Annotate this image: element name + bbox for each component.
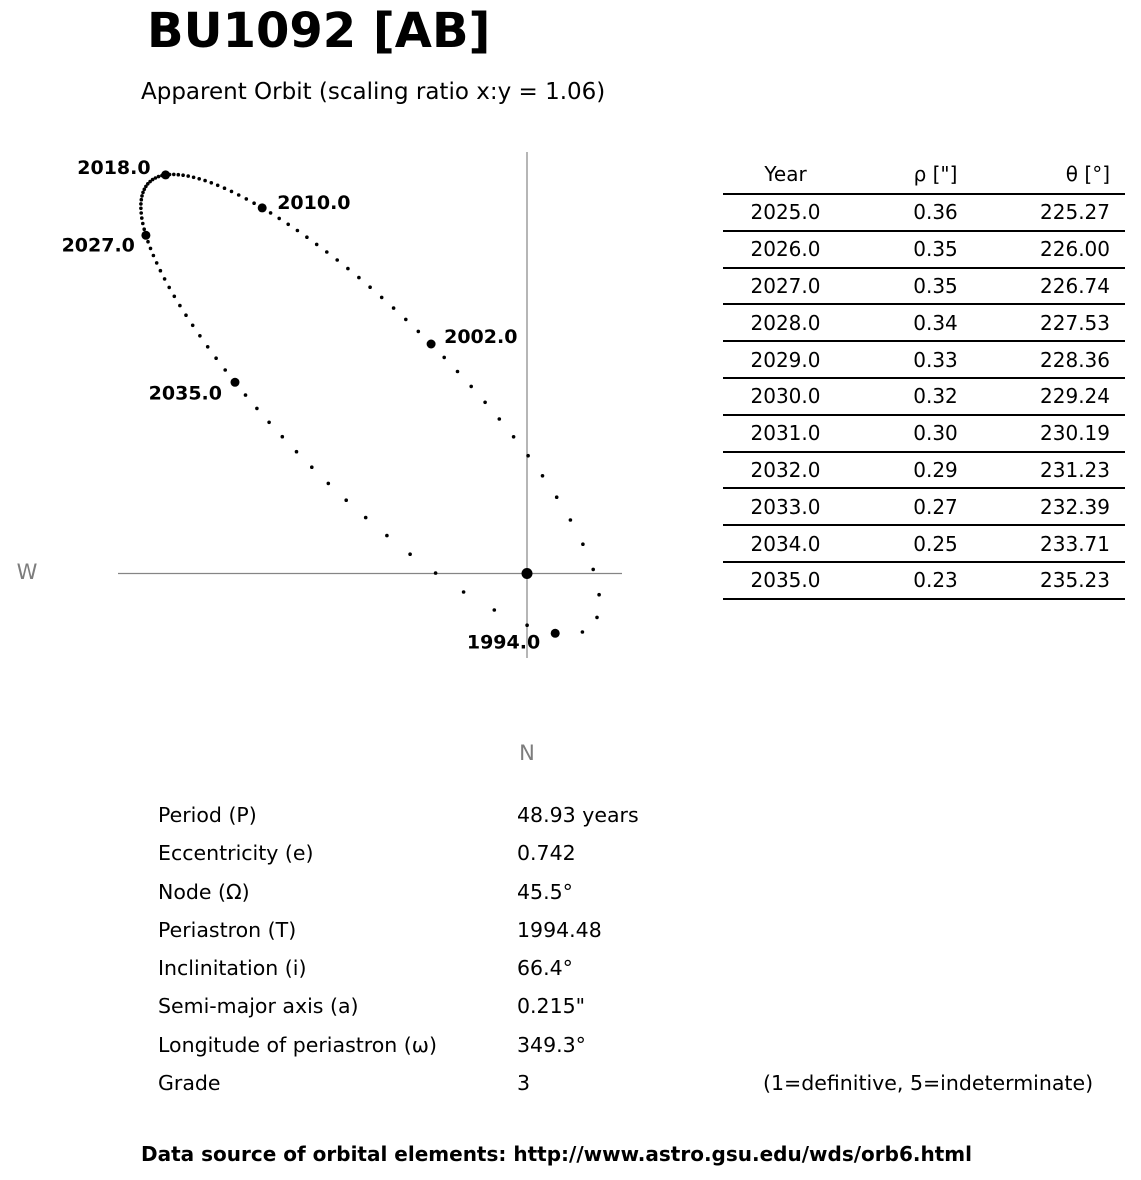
north-axis-label: N xyxy=(519,741,535,765)
table-row xyxy=(723,562,1125,599)
table-cell: 0.30 xyxy=(848,415,1023,452)
ephemeris-table xyxy=(723,157,1125,600)
element-label: Node (Ω) xyxy=(158,879,250,904)
orbit-dot xyxy=(139,211,143,215)
orbit-dot xyxy=(277,217,281,221)
orbit-dot xyxy=(315,243,319,247)
orbit-dot xyxy=(203,179,207,183)
table-cell: 0.25 xyxy=(848,525,1023,562)
table-cell: 2032.0 xyxy=(723,452,848,489)
table-cell: 226.74 xyxy=(1023,268,1125,305)
orbit-dot xyxy=(140,216,144,220)
table-cell: 0.32 xyxy=(848,378,1023,415)
orbit-dot xyxy=(191,324,195,328)
orbit-dot xyxy=(581,630,585,634)
table-row xyxy=(723,194,1125,231)
ephemeris-table-body xyxy=(723,194,1125,599)
table-cell: 0.33 xyxy=(848,341,1023,378)
orbit-dot xyxy=(296,229,300,233)
table-cell: 0.34 xyxy=(848,304,1023,341)
table-cell: 2033.0 xyxy=(723,488,848,525)
orbit-dot xyxy=(230,190,234,194)
orbit-dot xyxy=(177,173,181,177)
table-row xyxy=(723,304,1125,341)
element-label: Eccentricity (e) xyxy=(158,841,314,866)
orbit-dot xyxy=(197,177,201,181)
orbit-dot xyxy=(157,175,161,179)
table-cell: 2034.0 xyxy=(723,525,848,562)
orbit-dot xyxy=(404,318,408,322)
orbit-dot xyxy=(255,407,259,411)
table-header-row xyxy=(723,157,1125,194)
orbit-dot xyxy=(210,181,214,185)
orbit-dot-labeled xyxy=(551,629,560,638)
table-cell: 233.71 xyxy=(1023,525,1125,562)
element-value: 1994.48 xyxy=(517,917,602,942)
element-value: 45.5° xyxy=(517,879,573,904)
orbit-dot xyxy=(357,276,361,280)
orbit-dot xyxy=(244,393,248,397)
element-label: Inclinitation (i) xyxy=(158,956,307,981)
table-cell: 230.19 xyxy=(1023,415,1125,452)
orbit-dot xyxy=(310,465,314,469)
table-cell: 2027.0 xyxy=(723,268,848,305)
orbit-dot xyxy=(167,286,171,290)
element-row xyxy=(158,1071,1118,1109)
orbit-dot xyxy=(305,235,309,239)
table-cell: 0.29 xyxy=(848,452,1023,489)
orbit-year-label: 2010.0 xyxy=(277,191,351,214)
orbit-dot xyxy=(417,330,421,334)
element-value: 349.3° xyxy=(517,1032,586,1057)
page-title: BU1092 [AB] xyxy=(147,3,491,59)
orbit-dot xyxy=(591,568,595,572)
orbit-dot xyxy=(335,258,339,262)
orbit-dot xyxy=(146,240,150,244)
orbit-dot xyxy=(456,370,460,374)
orbit-dot xyxy=(295,450,299,454)
element-label: Periastron (T) xyxy=(158,917,297,942)
orbit-dot xyxy=(493,608,497,612)
page-subtitle: Apparent Orbit (scaling ratio x:y = 1.06) xyxy=(141,79,606,105)
orbit-dot xyxy=(173,295,177,299)
table-cell: 0.35 xyxy=(848,231,1023,268)
orbit-dot xyxy=(364,516,368,520)
orbit-dot xyxy=(223,368,227,372)
element-row xyxy=(158,1033,1118,1071)
orbit-dot xyxy=(498,417,502,421)
orbit-dot xyxy=(325,250,329,254)
element-value: 0.742 xyxy=(517,841,576,866)
table-cell: 2028.0 xyxy=(723,304,848,341)
element-row xyxy=(158,994,1118,1032)
table-row xyxy=(723,268,1125,305)
table-row xyxy=(723,525,1125,562)
orbit-dot xyxy=(368,285,372,289)
element-value: 66.4° xyxy=(517,956,573,981)
orbit-dot xyxy=(267,421,271,425)
table-row xyxy=(723,378,1125,415)
table-cell: 229.24 xyxy=(1023,378,1125,415)
orbit-dot xyxy=(526,454,530,458)
orbit-dot xyxy=(469,385,473,389)
orbit-dot xyxy=(327,482,331,486)
element-value: 48.93 years xyxy=(517,803,639,827)
orbit-dot xyxy=(141,222,145,226)
orbit-dot xyxy=(206,345,210,349)
table-row xyxy=(723,231,1125,268)
orbit-dot xyxy=(178,304,182,308)
table-cell: 225.27 xyxy=(1023,194,1125,231)
orbit-dot xyxy=(581,542,585,546)
table-cell: 2029.0 xyxy=(723,341,848,378)
element-label: Period (P) xyxy=(158,803,257,827)
orbit-dot xyxy=(344,498,348,502)
element-row xyxy=(158,803,1118,841)
orbit-dot xyxy=(346,267,350,271)
table-cell: 2030.0 xyxy=(723,378,848,415)
orbit-dot xyxy=(462,590,466,594)
table-cell: 228.36 xyxy=(1023,341,1125,378)
orbit-dot xyxy=(198,334,202,338)
orbit-dot xyxy=(139,202,143,206)
element-value: 0.215" xyxy=(517,994,586,1019)
orbit-dot xyxy=(155,261,159,265)
column-header-rho: ρ ["] xyxy=(848,157,1023,194)
orbit-dot xyxy=(140,194,144,198)
table-row xyxy=(723,341,1125,378)
orbit-dot xyxy=(281,435,285,439)
orbit-dot xyxy=(595,616,599,620)
orbit-dot-labeled xyxy=(427,340,436,349)
orbit-dot xyxy=(525,623,529,627)
orbit-dot xyxy=(141,191,145,195)
table-cell: 2035.0 xyxy=(723,562,848,599)
orbit-year-label: 1994.0 xyxy=(466,631,541,654)
orbit-dot xyxy=(186,174,190,178)
table-cell: 232.39 xyxy=(1023,488,1125,525)
orbit-dot xyxy=(159,269,163,273)
orbit-dot xyxy=(152,254,156,258)
grade-scale-note: (1=definitive, 5=indeterminate) xyxy=(763,1071,1094,1096)
element-value: 3 xyxy=(517,1071,531,1096)
orbit-dot xyxy=(142,227,146,231)
orbit-dot xyxy=(140,198,144,202)
column-header-year: Year xyxy=(723,157,848,194)
data-source-note: Data source of orbital elements: http://www.astro.gsu.edu/wds/orb6.html xyxy=(141,1142,972,1166)
table-cell: 0.23 xyxy=(848,562,1023,599)
element-label: Semi-major axis (a) xyxy=(158,994,359,1019)
orbit-dot xyxy=(163,277,167,281)
orbit-dot xyxy=(385,534,389,538)
orbit-dot xyxy=(216,184,220,188)
orbit-dot xyxy=(139,207,143,211)
orbit-dot xyxy=(172,173,176,177)
table-row xyxy=(723,452,1125,489)
orbit-dot xyxy=(555,495,559,499)
table-cell: 2026.0 xyxy=(723,231,848,268)
orbit-dot xyxy=(434,571,438,575)
orbit-dot-labeled xyxy=(161,170,170,179)
orbit-dot xyxy=(223,186,227,190)
orbit-dot xyxy=(483,401,487,405)
orbit-dot xyxy=(541,474,545,478)
element-row xyxy=(158,841,1118,879)
table-cell: 235.23 xyxy=(1023,562,1125,599)
orbit-dot xyxy=(569,518,573,522)
primary-star-marker xyxy=(522,568,533,579)
table-cell: 0.35 xyxy=(848,268,1023,305)
orbit-dot xyxy=(214,356,218,360)
orbit-year-label: 2035.0 xyxy=(148,382,222,405)
element-label: Grade xyxy=(158,1071,221,1096)
orbit-dot xyxy=(245,197,249,201)
element-row xyxy=(158,918,1118,956)
orbit-year-label: 2027.0 xyxy=(61,234,135,257)
orbit-dot xyxy=(597,593,601,597)
orbit-dot xyxy=(181,173,185,177)
orbit-year-label: 2018.0 xyxy=(77,156,151,179)
element-row xyxy=(158,956,1118,994)
orbit-dot xyxy=(149,247,153,251)
west-axis-label: W xyxy=(16,560,38,584)
element-row xyxy=(158,880,1118,918)
table-cell: 227.53 xyxy=(1023,304,1125,341)
table-cell: 231.23 xyxy=(1023,452,1125,489)
orbit-dot xyxy=(143,188,147,192)
orbit-dot xyxy=(269,211,273,215)
element-label: Longitude of periastron (ω) xyxy=(158,1032,437,1057)
orbit-year-label: 2002.0 xyxy=(444,326,518,348)
orbit-dot-labeled xyxy=(141,231,150,240)
orbit-dot xyxy=(286,223,290,227)
orbital-elements-list xyxy=(158,803,1118,1109)
table-row xyxy=(723,488,1125,525)
orbit-dot xyxy=(392,306,396,310)
table-cell: 226.00 xyxy=(1023,231,1125,268)
orbit-dot xyxy=(408,552,412,556)
table-cell: 2025.0 xyxy=(723,194,848,231)
orbit-dot xyxy=(192,176,196,180)
orbit-dot xyxy=(380,296,384,300)
orbit-dot-labeled xyxy=(231,378,240,387)
orbit-dot-labeled xyxy=(258,203,267,212)
orbit-dot xyxy=(237,193,241,197)
orbit-dot xyxy=(252,201,256,205)
column-header-theta: θ [°] xyxy=(1023,157,1125,194)
orbit-dot xyxy=(184,313,188,317)
table-row xyxy=(723,415,1125,452)
table-cell: 0.36 xyxy=(848,194,1023,231)
orbit-year-labels xyxy=(62,157,541,653)
table-cell: 2031.0 xyxy=(723,415,848,452)
orbit-dot xyxy=(512,435,516,439)
orbit-dot xyxy=(442,356,446,360)
table-cell: 0.27 xyxy=(848,488,1023,525)
